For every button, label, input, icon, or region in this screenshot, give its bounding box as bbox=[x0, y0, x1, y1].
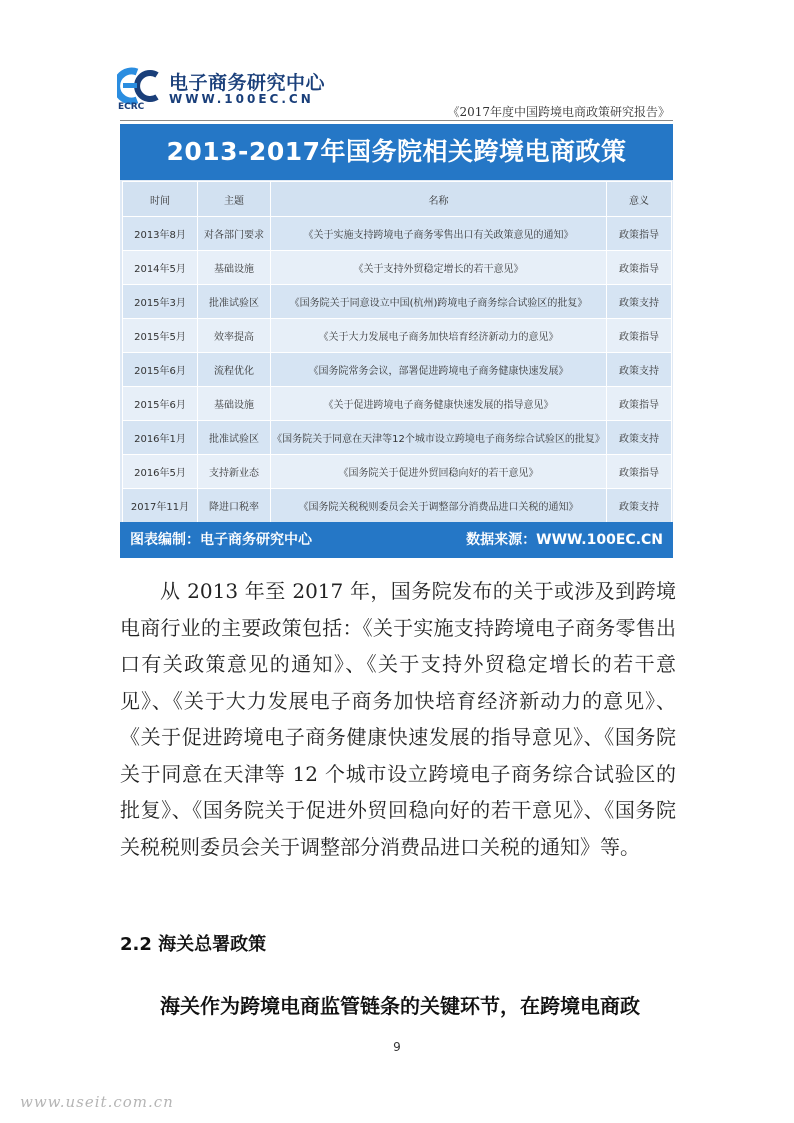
table-row bbox=[123, 251, 672, 285]
table-row bbox=[123, 217, 672, 251]
cell-time: 2016年1月 bbox=[123, 421, 198, 455]
cell-name: 《国务院关于同意设立中国(杭州)跨境电子商务综合试验区的批复》 bbox=[271, 285, 607, 319]
org-name: 电子商务研究中心 bbox=[169, 72, 326, 94]
cell-topic: 基础设施 bbox=[198, 251, 271, 285]
org-url: WWW.100EC.CN bbox=[169, 92, 314, 106]
cell-name: 《国务院关于同意在天津等12个城市设立跨境电子商务综合试验区的批复》 bbox=[271, 421, 607, 455]
table-row bbox=[123, 319, 672, 353]
table-row bbox=[123, 455, 672, 489]
cell-topic: 基础设施 bbox=[198, 387, 271, 421]
cell-time: 2015年6月 bbox=[123, 387, 198, 421]
body-paragraph-continued: 海关作为跨境电商监管链条的关键环节，在跨境电商政 bbox=[160, 994, 640, 1018]
cell-meaning: 政策支持 bbox=[607, 489, 672, 523]
header-divider bbox=[120, 120, 673, 121]
cell-topic: 批准试验区 bbox=[198, 421, 271, 455]
cell-meaning: 政策支持 bbox=[607, 285, 672, 319]
cell-name: 《关于支持外贸稳定增长的若干意见》 bbox=[271, 251, 607, 285]
cell-name: 《国务院常务会议，部署促进跨境电子商务健康快速发展》 bbox=[271, 353, 607, 387]
cell-topic: 效率提高 bbox=[198, 319, 271, 353]
cell-meaning: 政策指导 bbox=[607, 251, 672, 285]
table-row bbox=[123, 421, 672, 455]
column-header-topic: 主题 bbox=[198, 182, 271, 217]
cell-topic: 支持新业态 bbox=[198, 455, 271, 489]
figure-source: 数据来源：WWW.100EC.CN bbox=[466, 532, 663, 548]
table-row bbox=[123, 285, 672, 319]
cell-time: 2014年5月 bbox=[123, 251, 198, 285]
column-header-meaning: 意义 bbox=[607, 182, 672, 217]
cell-topic: 降进口税率 bbox=[198, 489, 271, 523]
policy-figure bbox=[120, 124, 673, 558]
cell-name: 《国务院关于促进外贸回稳向好的若干意见》 bbox=[271, 455, 607, 489]
cell-name: 《国务院关税税则委员会关于调整部分消费品进口关税的通知》 bbox=[271, 489, 607, 523]
cell-meaning: 政策支持 bbox=[607, 421, 672, 455]
logo-abbr: ECRC bbox=[118, 102, 145, 110]
page-number: 9 bbox=[393, 1040, 401, 1054]
column-header-name: 名称 bbox=[271, 182, 607, 217]
section-heading: 2.2 海关总署政策 bbox=[120, 934, 267, 955]
cell-meaning: 政策支持 bbox=[607, 353, 672, 387]
cell-time: 2015年3月 bbox=[123, 285, 198, 319]
cell-time: 2015年5月 bbox=[123, 319, 198, 353]
cell-name: 《关于大力发展电子商务加快培育经济新动力的意见》 bbox=[271, 319, 607, 353]
figure-footer bbox=[120, 522, 673, 558]
table-row bbox=[123, 489, 672, 523]
column-header-time: 时间 bbox=[123, 182, 198, 217]
logo bbox=[117, 66, 326, 110]
policy-table bbox=[122, 181, 672, 523]
cell-meaning: 政策指导 bbox=[607, 319, 672, 353]
ecrc-logo-icon bbox=[117, 66, 169, 110]
cell-topic: 流程优化 bbox=[198, 353, 271, 387]
cell-time: 2016年5月 bbox=[123, 455, 198, 489]
cell-time: 2015年6月 bbox=[123, 353, 198, 387]
cell-time: 2013年8月 bbox=[123, 217, 198, 251]
cell-name: 《关于实施支持跨境电子商务零售出口有关政策意见的通知》 bbox=[271, 217, 607, 251]
table-row bbox=[123, 387, 672, 421]
table-row bbox=[123, 353, 672, 387]
figure-title: 2013-2017年国务院相关跨境电商政策 bbox=[120, 124, 673, 180]
cell-topic: 对各部门要求 bbox=[198, 217, 271, 251]
cell-topic: 批准试验区 bbox=[198, 285, 271, 319]
cell-meaning: 政策指导 bbox=[607, 455, 672, 489]
cell-time: 2017年11月 bbox=[123, 489, 198, 523]
cell-meaning: 政策指导 bbox=[607, 217, 672, 251]
body-paragraph: 从 2013 年至 2017 年，国务院发布的关于或涉及到跨境电商行业的主要政策包括：《关于实施支持跨境电子商务零售出口有关政策意见的通知》、《关于支持外贸稳定增长的若干意见》、《关于大力发展电子商务加快培育经济新动力的意见》、《关于促进跨境电子商务健康快速发展的指导意见》、《国务院关于同意在天津等 12 个城市设立跨境电子商务综合试验区的批复》、《国务院关于促进外贸回稳向好的若干意见》、《国务院关税税则委员会关于调整部分消费品进口关税的通知》等。 bbox=[120, 579, 676, 859]
figure-credit: 图表编制：电子商务研究中心 bbox=[130, 532, 312, 548]
cell-meaning: 政策指导 bbox=[607, 387, 672, 421]
table-header-row bbox=[123, 182, 672, 217]
watermark: www.useit.com.cn bbox=[20, 1093, 174, 1111]
report-title: 《2017年度中国跨境电商政策研究报告》 bbox=[447, 105, 670, 119]
cell-name: 《关于促进跨境电子商务健康快速发展的指导意见》 bbox=[271, 387, 607, 421]
